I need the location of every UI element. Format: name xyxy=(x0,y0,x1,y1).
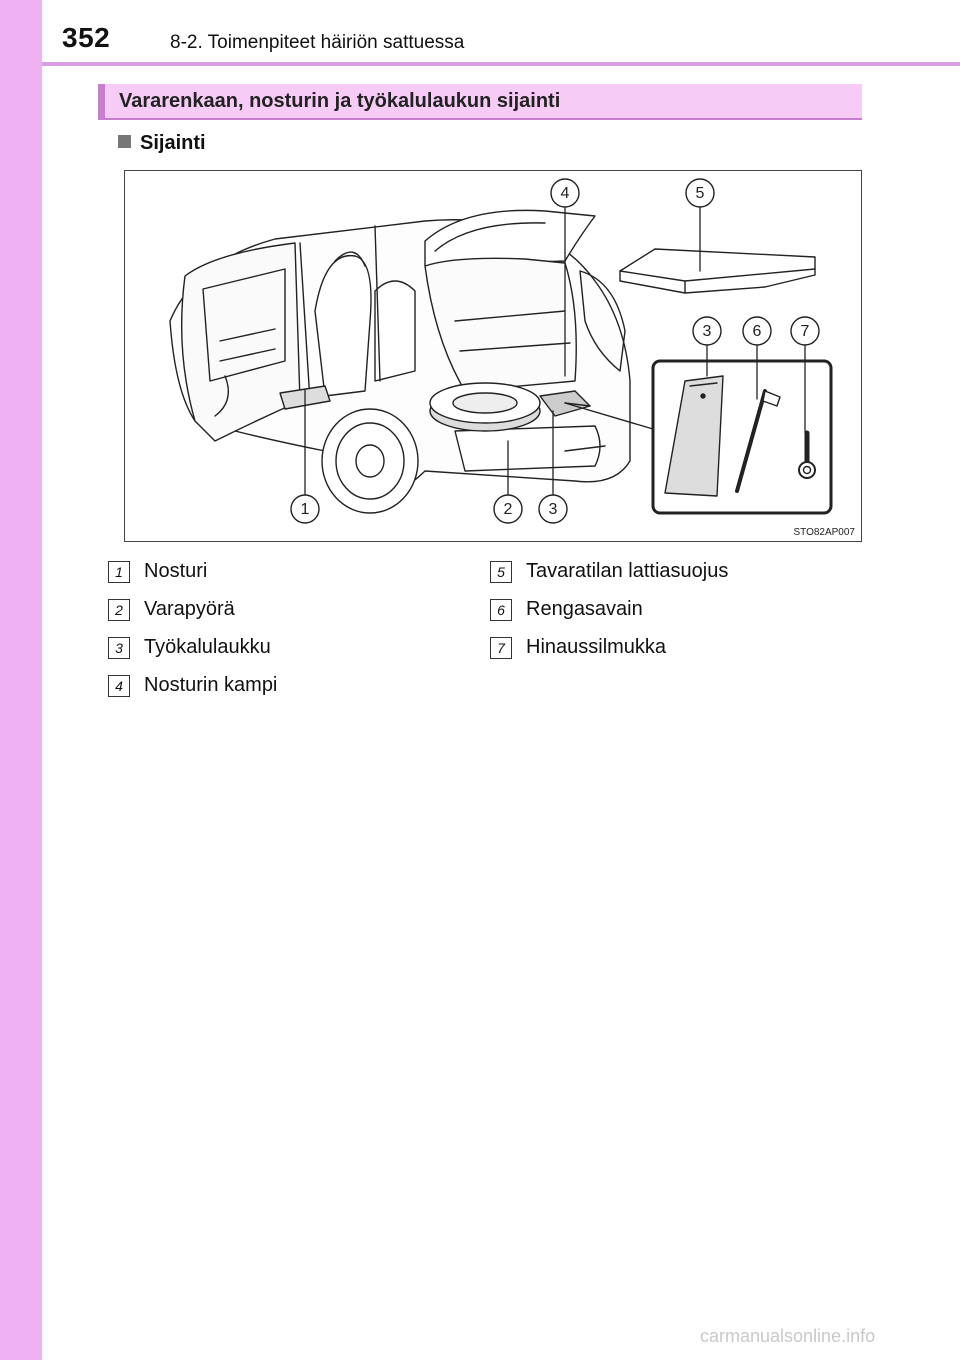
legend-label: Varapyörä xyxy=(144,598,235,620)
floor-cover-drawing xyxy=(620,249,815,293)
callout-3: 3 xyxy=(548,501,558,518)
header-rule xyxy=(42,62,960,66)
watermark: carmanualsonline.info xyxy=(700,1326,876,1346)
legend-number: 4 xyxy=(108,675,130,697)
legend-number: 6 xyxy=(490,599,512,621)
legend-number: 5 xyxy=(490,561,512,583)
callout-2: 2 xyxy=(503,501,513,518)
subsection-heading xyxy=(118,132,206,155)
legend-label: Työkalulaukku xyxy=(144,636,271,658)
legend-number: 7 xyxy=(490,637,512,659)
section-heading xyxy=(98,84,862,120)
chapter-title: 8-2. Toimenpiteet häiriön sattuessa xyxy=(170,32,465,53)
page-number: 352 xyxy=(62,22,111,53)
callout-3b: 3 xyxy=(702,323,712,340)
car-illustration-svg xyxy=(125,171,861,541)
legend-number: 3 xyxy=(108,637,130,659)
callout-7: 7 xyxy=(800,323,810,340)
legend-label: Hinaussilmukka xyxy=(526,636,667,658)
legend-label: Nosturin kampi xyxy=(144,674,278,696)
car-drawing xyxy=(170,210,630,513)
car-illustration xyxy=(124,170,862,542)
callout-6: 6 xyxy=(752,323,762,340)
callout-5: 5 xyxy=(695,185,705,202)
legend-number: 2 xyxy=(108,599,130,621)
legend-number: 1 xyxy=(108,561,130,583)
figure-code: STO82AP007 xyxy=(793,527,855,538)
square-bullet-icon xyxy=(118,135,131,148)
legend-label: Rengasavain xyxy=(526,598,643,620)
side-tab xyxy=(0,0,42,1360)
tools-box xyxy=(653,361,831,513)
legend-label: Nosturi xyxy=(144,560,208,582)
subsection-title: Sijainti xyxy=(140,132,206,154)
callout-4: 4 xyxy=(560,185,570,202)
section-title: Vararenkaan, nosturin ja työkalulaukun sijainti xyxy=(119,90,561,112)
legend-label: Tavaratilan lattiasuojus xyxy=(526,560,729,582)
callout-1: 1 xyxy=(300,501,310,518)
